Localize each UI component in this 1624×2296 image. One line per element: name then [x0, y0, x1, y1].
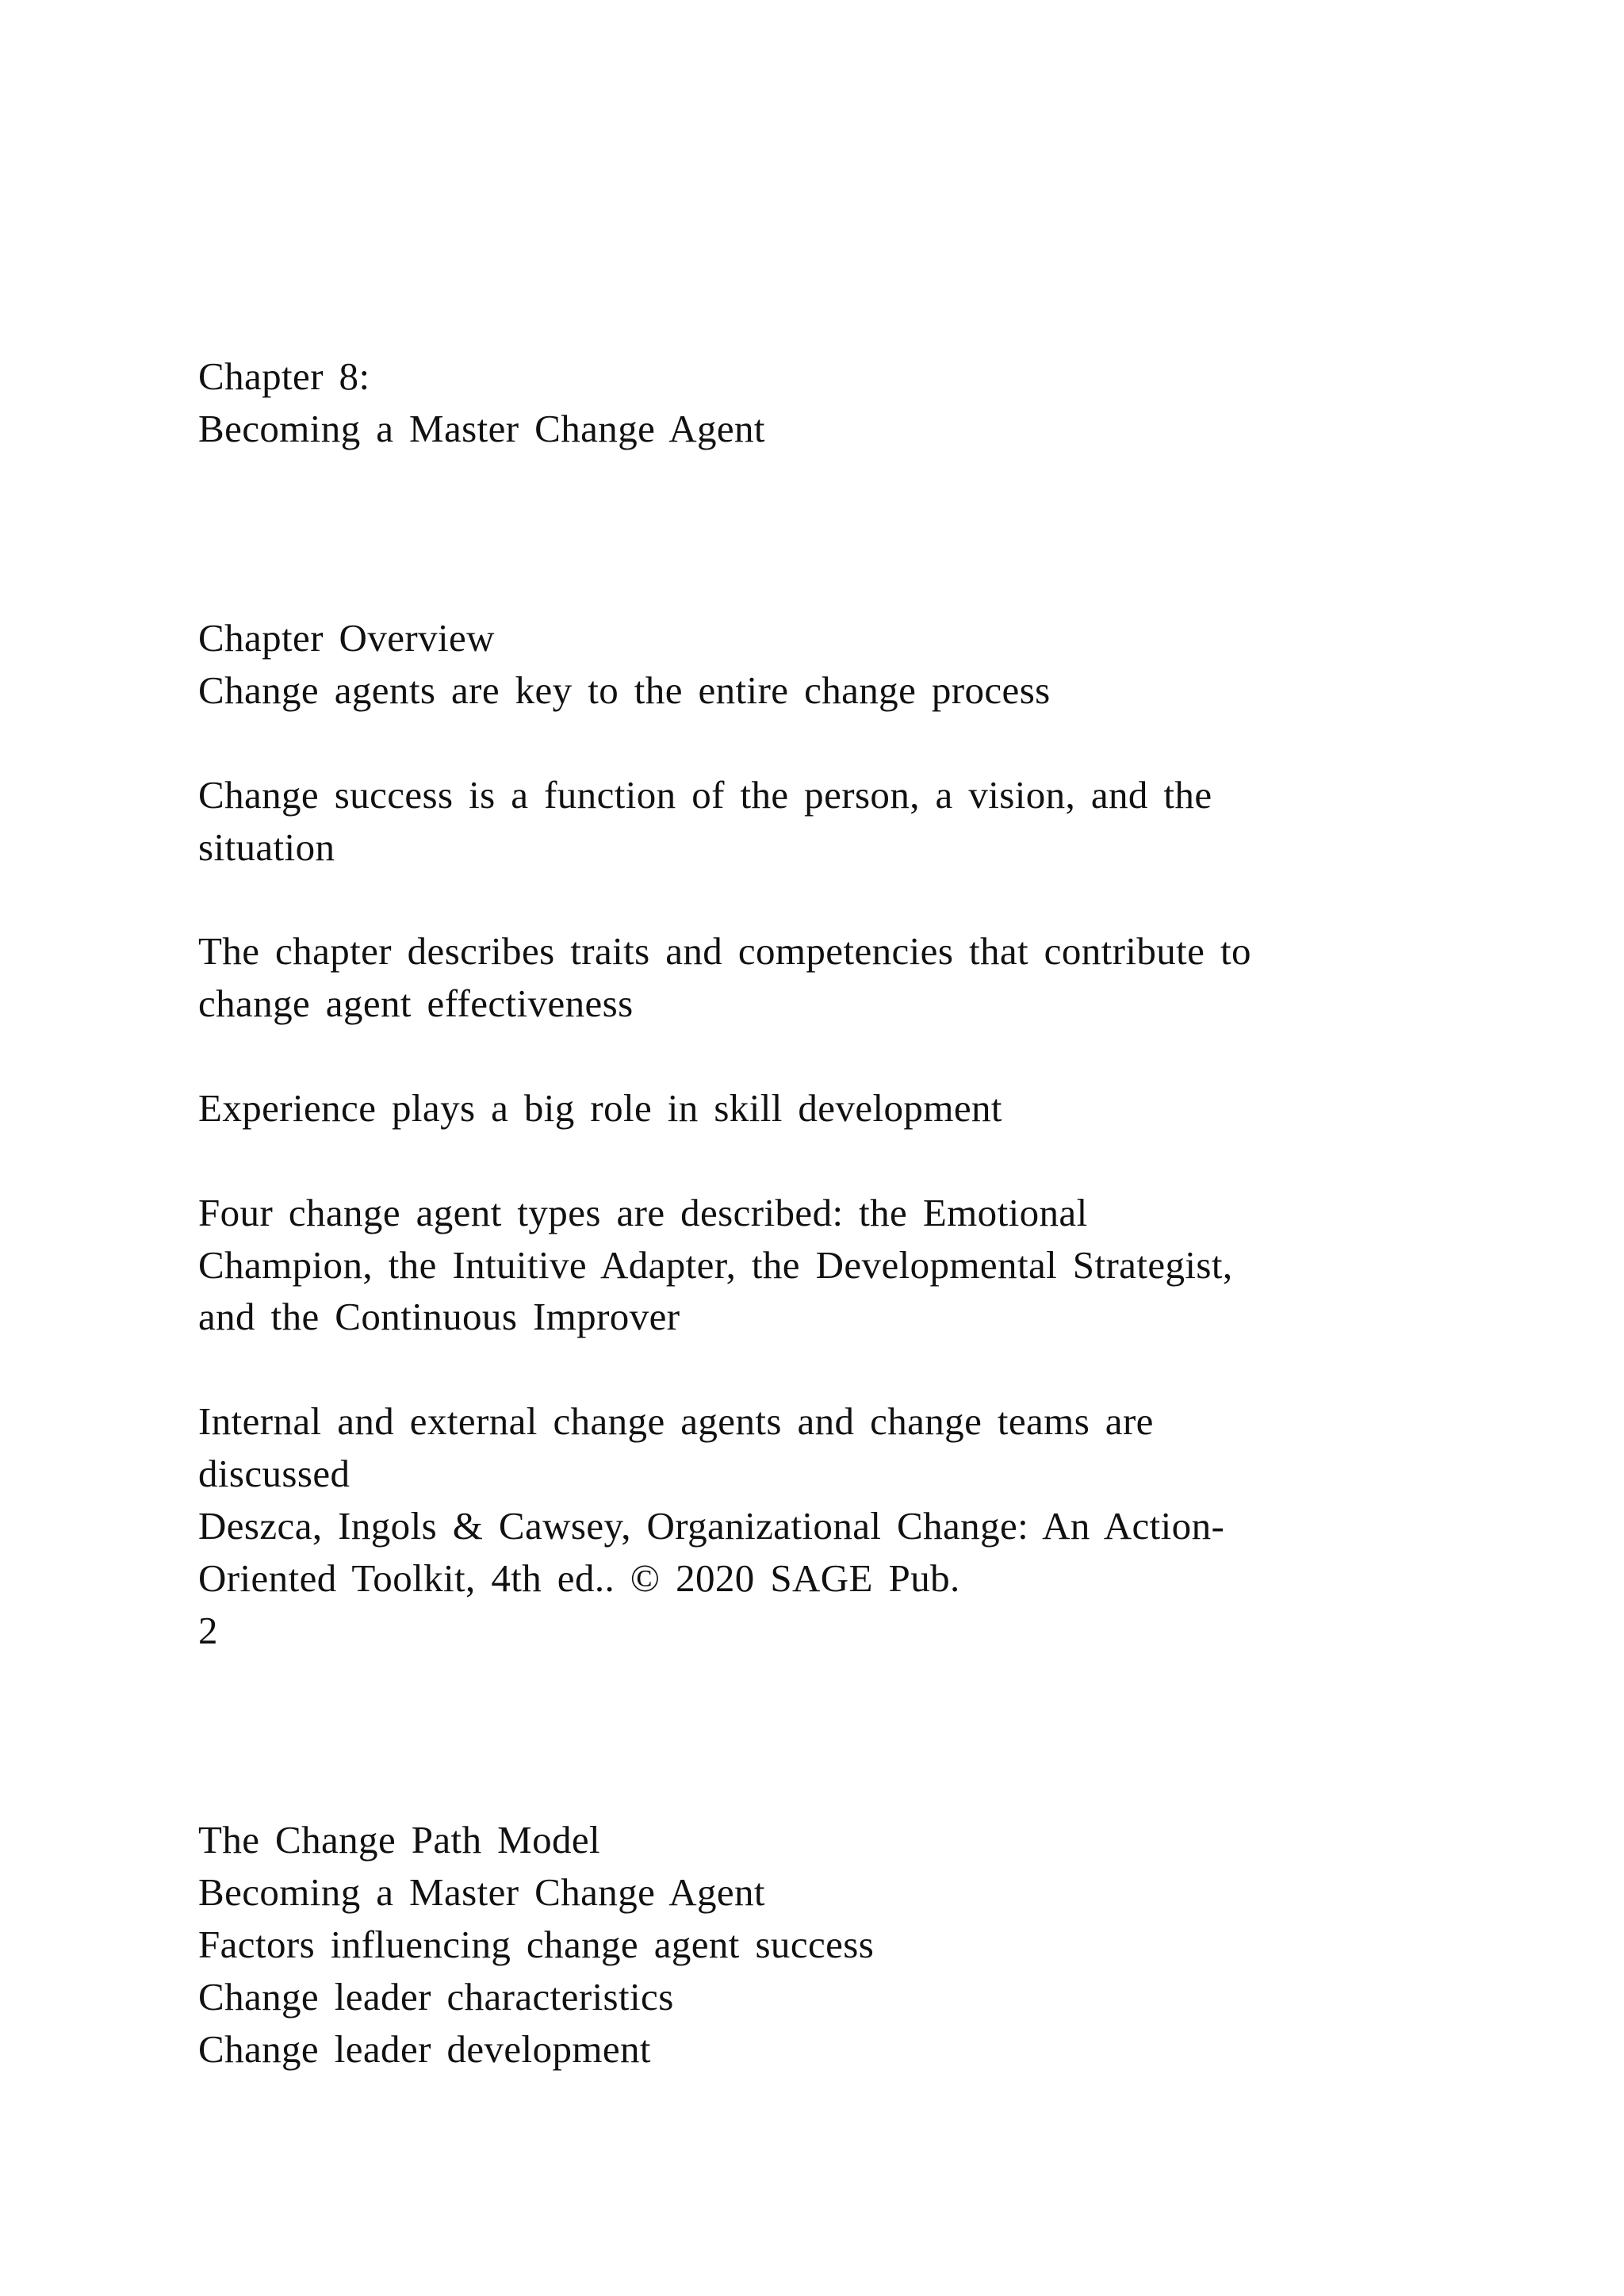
overview-point-3-line-2: change agent effectiveness	[198, 982, 634, 1025]
overview-heading: Chapter Overview	[198, 616, 495, 660]
slide-number: 2	[198, 1609, 218, 1652]
model-item-1: Becoming a Master Change Agent	[198, 1870, 765, 1914]
overview-point-6-line-1: Internal and external change agents and change teams are	[198, 1399, 1154, 1443]
overview-point-2-line-1: Change success is a function of the person, a vision, and the	[198, 773, 1212, 817]
model-heading: The Change Path Model	[198, 1818, 601, 1862]
overview-point-5-line-1: Four change agent types are described: the Emotional	[198, 1191, 1088, 1234]
model-item-3: Change leader characteristics	[198, 1975, 674, 2019]
overview-point-3-line-1: The chapter describes traits and competencies that contribute to	[198, 929, 1251, 973]
overview-point-6-line-2: discussed	[198, 1452, 350, 1495]
chapter-label: Chapter 8:	[198, 354, 370, 398]
overview-point-5-line-2: Champion, the Intuitive Adapter, the Developmental Strategist,	[198, 1243, 1233, 1287]
citation-line-1: Deszca, Ingols & Cawsey, Organizational Change: An Action-	[198, 1504, 1225, 1548]
overview-point-4: Experience plays a big role in skill development	[198, 1086, 1002, 1130]
chapter-title: Becoming a Master Change Agent	[198, 407, 765, 450]
overview-point-1: Change agents are key to the entire change process	[198, 668, 1051, 712]
model-item-2: Factors influencing change agent success	[198, 1923, 875, 1966]
overview-point-5-line-3: and the Continuous Improver	[198, 1295, 680, 1338]
overview-point-2-line-2: situation	[198, 825, 335, 869]
citation-line-2: Oriented Toolkit, 4th ed.. © 2020 SAGE Pub.	[198, 1556, 960, 1600]
model-item-4: Change leader development	[198, 2027, 651, 2071]
